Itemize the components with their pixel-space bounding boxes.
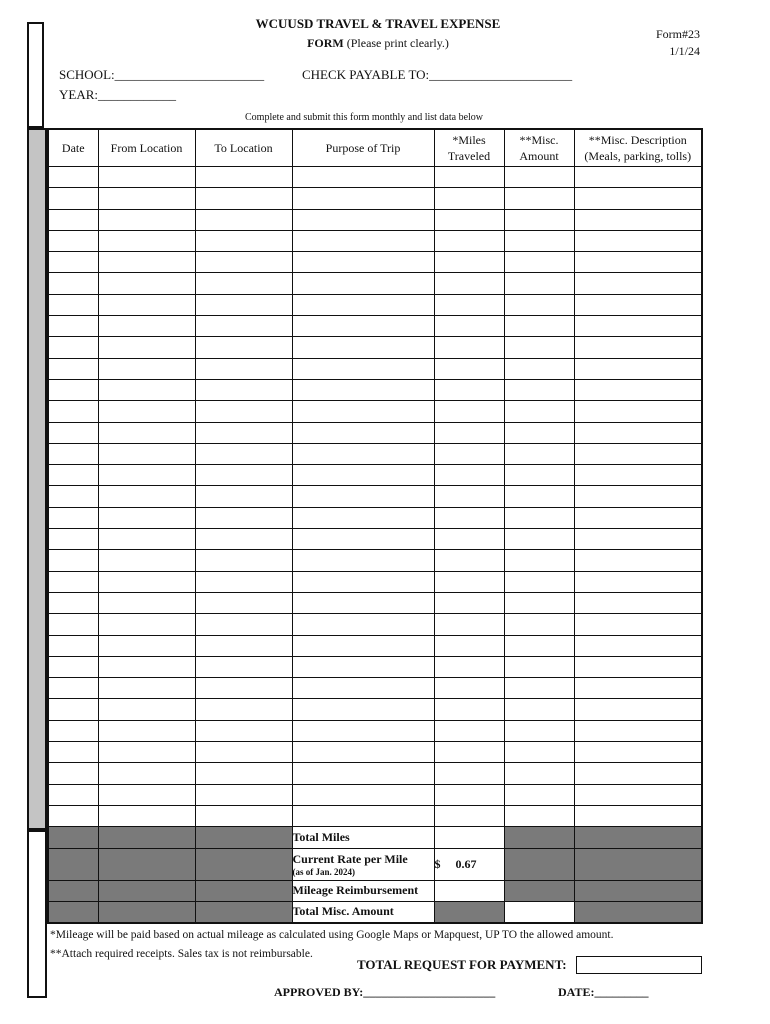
table-cell[interactable]	[504, 763, 574, 784]
table-cell[interactable]	[48, 252, 98, 273]
table-header-row	[48, 129, 702, 167]
total-misc-label: Total Misc. Amount	[292, 901, 434, 923]
table-cell[interactable]	[98, 252, 195, 273]
table-cell[interactable]	[292, 401, 434, 422]
table-cell[interactable]	[292, 763, 434, 784]
table-cell[interactable]	[574, 316, 702, 337]
table-cell[interactable]	[292, 678, 434, 699]
table-cell[interactable]	[98, 699, 195, 720]
table-cell[interactable]	[574, 614, 702, 635]
table-row	[48, 656, 702, 677]
left-margin-bar-shaded	[27, 128, 47, 830]
table-cell[interactable]	[574, 507, 702, 528]
table-cell[interactable]	[195, 422, 292, 443]
table-cell[interactable]	[292, 422, 434, 443]
table-cell[interactable]	[504, 230, 574, 251]
table-cell[interactable]	[504, 294, 574, 315]
table-cell[interactable]	[98, 422, 195, 443]
table-cell[interactable]	[292, 465, 434, 486]
form-revision-date: 1/1/24	[669, 44, 700, 58]
table-cell[interactable]	[504, 465, 574, 486]
table-cell[interactable]	[434, 763, 504, 784]
table-cell[interactable]	[48, 614, 98, 635]
table-cell[interactable]	[574, 699, 702, 720]
table-cell[interactable]	[98, 720, 195, 741]
table-cell[interactable]	[574, 188, 702, 209]
table-cell[interactable]	[292, 252, 434, 273]
table-row	[48, 678, 702, 699]
table-cell[interactable]	[434, 188, 504, 209]
table-cell[interactable]	[292, 635, 434, 656]
table-cell[interactable]	[504, 635, 574, 656]
table-cell[interactable]	[292, 571, 434, 592]
table-cell[interactable]	[195, 529, 292, 550]
table-cell[interactable]	[292, 592, 434, 613]
table-cell[interactable]	[98, 550, 195, 571]
table-cell[interactable]	[48, 167, 98, 188]
table-cell[interactable]	[98, 571, 195, 592]
table-cell[interactable]	[48, 273, 98, 294]
table-cell[interactable]	[195, 805, 292, 826]
table-cell[interactable]	[98, 592, 195, 613]
table-cell[interactable]	[292, 550, 434, 571]
table-cell[interactable]	[195, 188, 292, 209]
col-header-misc-description: **Misc. Description (Meals, parking, tolls)	[574, 129, 702, 167]
table-cell[interactable]	[504, 379, 574, 400]
table-cell[interactable]	[195, 699, 292, 720]
table-cell[interactable]	[434, 592, 504, 613]
col-header-miles: *Miles Traveled	[434, 129, 504, 167]
table-cell[interactable]	[574, 656, 702, 677]
form-number: Form#23	[655, 27, 700, 41]
table-cell[interactable]	[48, 379, 98, 400]
table-row	[48, 273, 702, 294]
col-header-purpose: Purpose of Trip	[292, 129, 434, 167]
table-cell[interactable]	[574, 230, 702, 251]
table-cell[interactable]	[98, 273, 195, 294]
instructions-text: Complete and submit this form monthly and list data below	[245, 112, 484, 123]
table-cell[interactable]	[48, 635, 98, 656]
table-cell[interactable]	[504, 678, 574, 699]
table-cell[interactable]	[48, 316, 98, 337]
table-cell[interactable]	[434, 784, 504, 805]
table-cell[interactable]	[48, 656, 98, 677]
table-cell[interactable]	[574, 273, 702, 294]
table-cell[interactable]	[48, 571, 98, 592]
table-cell[interactable]	[48, 784, 98, 805]
table-row	[48, 337, 702, 358]
table-cell[interactable]	[195, 720, 292, 741]
table-cell[interactable]	[292, 230, 434, 251]
left-margin-bar-bottom	[27, 830, 47, 998]
col-header-misc-amount: **Misc. Amount	[504, 129, 574, 167]
table-cell[interactable]	[195, 337, 292, 358]
table-cell[interactable]	[195, 550, 292, 571]
table-cell[interactable]	[195, 358, 292, 379]
table-cell[interactable]	[48, 529, 98, 550]
table-cell[interactable]	[98, 294, 195, 315]
form-subtitle-note: (Please print clearly.)	[346, 36, 449, 50]
table-cell[interactable]	[292, 507, 434, 528]
table-row	[48, 614, 702, 635]
table-cell[interactable]	[195, 209, 292, 230]
table-cell[interactable]	[574, 763, 702, 784]
table-cell[interactable]	[574, 805, 702, 826]
table-cell[interactable]	[292, 379, 434, 400]
table-cell[interactable]	[434, 486, 504, 507]
table-cell[interactable]	[434, 699, 504, 720]
table-cell[interactable]	[48, 763, 98, 784]
table-cell[interactable]	[292, 167, 434, 188]
table-cell[interactable]	[195, 379, 292, 400]
table-cell[interactable]	[98, 167, 195, 188]
table-cell[interactable]	[504, 252, 574, 273]
form-title: WCUUSD TRAVEL & TRAVEL EXPENSE	[255, 16, 501, 31]
table-cell[interactable]	[292, 656, 434, 677]
table-cell[interactable]	[504, 614, 574, 635]
table-cell[interactable]	[195, 401, 292, 422]
table-cell[interactable]	[98, 443, 195, 464]
table-cell[interactable]	[98, 209, 195, 230]
table-row	[48, 167, 702, 188]
table-cell[interactable]	[504, 401, 574, 422]
table-cell[interactable]	[504, 486, 574, 507]
table-cell[interactable]	[48, 720, 98, 741]
table-cell[interactable]	[292, 443, 434, 464]
table-cell[interactable]	[98, 337, 195, 358]
table-cell[interactable]	[195, 784, 292, 805]
table-cell[interactable]	[434, 379, 504, 400]
table-row	[48, 635, 702, 656]
table-cell[interactable]	[98, 486, 195, 507]
table-cell[interactable]	[504, 316, 574, 337]
table-cell[interactable]	[48, 358, 98, 379]
table-cell[interactable]	[98, 614, 195, 635]
table-cell[interactable]	[98, 678, 195, 699]
table-cell[interactable]	[195, 678, 292, 699]
mileage-reimbursement-input[interactable]	[434, 880, 504, 901]
table-cell[interactable]	[48, 592, 98, 613]
table-row	[48, 465, 702, 486]
table-row	[48, 699, 702, 720]
table-row	[48, 763, 702, 784]
table-cell[interactable]	[434, 230, 504, 251]
table-cell[interactable]	[48, 486, 98, 507]
table-cell[interactable]	[574, 337, 702, 358]
table-row	[48, 188, 702, 209]
table-cell[interactable]	[504, 507, 574, 528]
table-cell[interactable]	[292, 805, 434, 826]
table-row	[48, 422, 702, 443]
table-cell[interactable]	[574, 209, 702, 230]
total-miles-input[interactable]	[434, 827, 504, 848]
table-cell[interactable]	[434, 401, 504, 422]
table-cell[interactable]	[48, 230, 98, 251]
table-cell[interactable]	[48, 699, 98, 720]
table-cell[interactable]	[574, 529, 702, 550]
table-cell[interactable]	[195, 316, 292, 337]
table-row	[48, 720, 702, 741]
table-row	[48, 571, 702, 592]
table-cell[interactable]	[98, 379, 195, 400]
table-cell[interactable]	[434, 273, 504, 294]
table-cell[interactable]	[98, 529, 195, 550]
table-cell[interactable]	[292, 273, 434, 294]
table-row	[48, 592, 702, 613]
table-cell[interactable]	[574, 678, 702, 699]
table-cell[interactable]	[292, 316, 434, 337]
table-cell[interactable]	[434, 294, 504, 315]
table-cell[interactable]	[195, 167, 292, 188]
table-cell[interactable]	[48, 805, 98, 826]
table-cell[interactable]	[574, 465, 702, 486]
table-cell[interactable]	[504, 550, 574, 571]
table-row	[48, 507, 702, 528]
table-cell[interactable]	[195, 614, 292, 635]
table-cell[interactable]	[574, 784, 702, 805]
table-row	[48, 529, 702, 550]
total-miles-label: Total Miles	[292, 827, 434, 848]
table-row	[48, 316, 702, 337]
table-cell[interactable]	[574, 550, 702, 571]
left-margin-bar-top	[27, 22, 44, 128]
total-request-label: TOTAL REQUEST FOR PAYMENT:	[357, 957, 567, 972]
table-cell[interactable]	[195, 486, 292, 507]
table-cell[interactable]	[434, 805, 504, 826]
table-cell[interactable]	[434, 742, 504, 763]
mileage-note: *Mileage will be paid based on actual mileage as calculated using Google Maps or Mapquest, UP TO the allowed amount.	[50, 929, 614, 941]
table-cell[interactable]	[504, 805, 574, 826]
table-cell[interactable]	[195, 252, 292, 273]
table-cell[interactable]	[574, 401, 702, 422]
table-cell[interactable]	[195, 294, 292, 315]
table-cell[interactable]	[48, 742, 98, 763]
table-cell[interactable]	[504, 337, 574, 358]
table-row	[48, 209, 702, 230]
table-row	[48, 805, 702, 826]
summary-row-mileage-reimbursement	[48, 880, 702, 901]
table-cell[interactable]	[434, 209, 504, 230]
table-cell[interactable]	[574, 167, 702, 188]
table-cell[interactable]	[434, 678, 504, 699]
table-cell[interactable]	[98, 784, 195, 805]
table-cell[interactable]	[504, 720, 574, 741]
table-cell[interactable]	[292, 486, 434, 507]
table-cell[interactable]	[574, 379, 702, 400]
table-cell[interactable]	[434, 529, 504, 550]
total-misc-input[interactable]	[504, 901, 574, 923]
table-cell[interactable]	[434, 358, 504, 379]
table-cell[interactable]	[434, 635, 504, 656]
table-cell[interactable]	[48, 678, 98, 699]
table-row	[48, 358, 702, 379]
table-cell[interactable]	[48, 188, 98, 209]
table-cell[interactable]	[98, 763, 195, 784]
table-cell[interactable]	[504, 784, 574, 805]
table-cell[interactable]	[48, 443, 98, 464]
table-row	[48, 742, 702, 763]
table-cell[interactable]	[504, 742, 574, 763]
table-cell[interactable]	[504, 422, 574, 443]
col-header-date: Date	[48, 129, 98, 167]
table-cell[interactable]	[98, 742, 195, 763]
table-cell[interactable]	[195, 742, 292, 763]
table-cell[interactable]	[48, 507, 98, 528]
table-cell[interactable]	[434, 614, 504, 635]
table-cell[interactable]	[434, 465, 504, 486]
table-cell[interactable]	[504, 273, 574, 294]
table-cell[interactable]	[504, 167, 574, 188]
table-row	[48, 401, 702, 422]
table-cell[interactable]	[574, 720, 702, 741]
travel-expense-table	[47, 128, 703, 924]
table-row	[48, 784, 702, 805]
table-cell[interactable]	[504, 358, 574, 379]
form-subtitle-bold: FORM	[307, 36, 344, 50]
table-cell[interactable]	[574, 252, 702, 273]
year-field[interactable]: YEAR:____________	[59, 87, 176, 102]
table-cell[interactable]	[98, 507, 195, 528]
table-cell[interactable]	[574, 358, 702, 379]
summary-row-rate	[48, 848, 702, 880]
table-cell[interactable]	[574, 486, 702, 507]
table-cell[interactable]	[195, 507, 292, 528]
table-cell[interactable]	[434, 316, 504, 337]
table-cell[interactable]	[292, 358, 434, 379]
date-field[interactable]: DATE:_________	[558, 985, 649, 999]
table-cell[interactable]	[48, 550, 98, 571]
table-cell[interactable]	[574, 443, 702, 464]
summary-row-total-miles	[48, 827, 702, 848]
table-cell[interactable]	[98, 805, 195, 826]
table-cell[interactable]	[195, 443, 292, 464]
table-row	[48, 443, 702, 464]
table-cell[interactable]	[504, 571, 574, 592]
table-cell[interactable]	[292, 337, 434, 358]
table-cell[interactable]	[292, 529, 434, 550]
form-subtitle	[200, 36, 556, 51]
table-cell[interactable]	[98, 656, 195, 677]
table-cell[interactable]	[48, 337, 98, 358]
table-cell[interactable]	[292, 188, 434, 209]
rate-value: $ 0.67	[434, 848, 504, 880]
table-cell[interactable]	[504, 188, 574, 209]
table-cell[interactable]	[504, 209, 574, 230]
table-cell[interactable]	[98, 465, 195, 486]
table-cell[interactable]	[434, 443, 504, 464]
table-cell[interactable]	[292, 699, 434, 720]
table-cell[interactable]	[434, 656, 504, 677]
table-row	[48, 379, 702, 400]
table-cell[interactable]	[98, 316, 195, 337]
mileage-reimbursement-label: Mileage Reimbursement	[292, 880, 434, 901]
rate-label: Current Rate per Mile (as of Jan. 2024)	[292, 848, 434, 880]
total-request-input[interactable]	[576, 956, 702, 974]
table-cell[interactable]	[98, 401, 195, 422]
table-cell[interactable]	[434, 720, 504, 741]
table-row	[48, 550, 702, 571]
table-row	[48, 294, 702, 315]
table-cell[interactable]	[504, 592, 574, 613]
table-cell[interactable]	[48, 401, 98, 422]
table-cell[interactable]	[195, 230, 292, 251]
table-cell[interactable]	[504, 656, 574, 677]
school-field[interactable]: SCHOOL:_______________________	[59, 67, 265, 82]
table-cell[interactable]	[48, 294, 98, 315]
table-cell[interactable]	[434, 571, 504, 592]
table-cell[interactable]	[195, 465, 292, 486]
table-cell[interactable]	[292, 209, 434, 230]
table-row	[48, 252, 702, 273]
table-cell[interactable]	[504, 529, 574, 550]
table-cell[interactable]	[48, 422, 98, 443]
table-row	[48, 230, 702, 251]
col-header-from-location: From Location	[98, 129, 195, 167]
table-cell[interactable]	[292, 720, 434, 741]
table-cell[interactable]	[195, 571, 292, 592]
table-cell[interactable]	[434, 337, 504, 358]
table-cell[interactable]	[292, 614, 434, 635]
table-cell[interactable]	[504, 443, 574, 464]
receipts-note: **Attach required receipts. Sales tax is not reimbursable.	[50, 948, 313, 960]
table-cell[interactable]	[292, 742, 434, 763]
table-cell[interactable]	[48, 465, 98, 486]
table-cell[interactable]	[195, 656, 292, 677]
table-cell[interactable]	[574, 294, 702, 315]
table-cell[interactable]	[48, 209, 98, 230]
check-payable-field[interactable]: CHECK PAYABLE TO:______________________	[302, 67, 573, 82]
summary-row-total-misc	[48, 901, 702, 923]
table-cell[interactable]	[195, 273, 292, 294]
table-row	[48, 486, 702, 507]
table-cell[interactable]	[574, 422, 702, 443]
table-cell[interactable]	[98, 230, 195, 251]
table-cell[interactable]	[195, 592, 292, 613]
table-cell[interactable]	[98, 188, 195, 209]
table-cell[interactable]	[292, 784, 434, 805]
table-cell[interactable]	[574, 571, 702, 592]
table-cell[interactable]	[434, 422, 504, 443]
table-cell[interactable]	[434, 252, 504, 273]
table-cell[interactable]	[195, 763, 292, 784]
table-cell[interactable]	[434, 550, 504, 571]
table-cell[interactable]	[574, 635, 702, 656]
table-cell[interactable]	[98, 635, 195, 656]
table-cell[interactable]	[195, 635, 292, 656]
table-cell[interactable]	[98, 358, 195, 379]
table-cell[interactable]	[504, 699, 574, 720]
table-cell[interactable]	[292, 294, 434, 315]
table-cell[interactable]	[434, 507, 504, 528]
col-header-to-location: To Location	[195, 129, 292, 167]
table-cell[interactable]	[434, 167, 504, 188]
table-cell[interactable]	[574, 742, 702, 763]
approved-by-field[interactable]: APPROVED BY:______________________	[274, 985, 496, 999]
table-cell[interactable]	[574, 592, 702, 613]
